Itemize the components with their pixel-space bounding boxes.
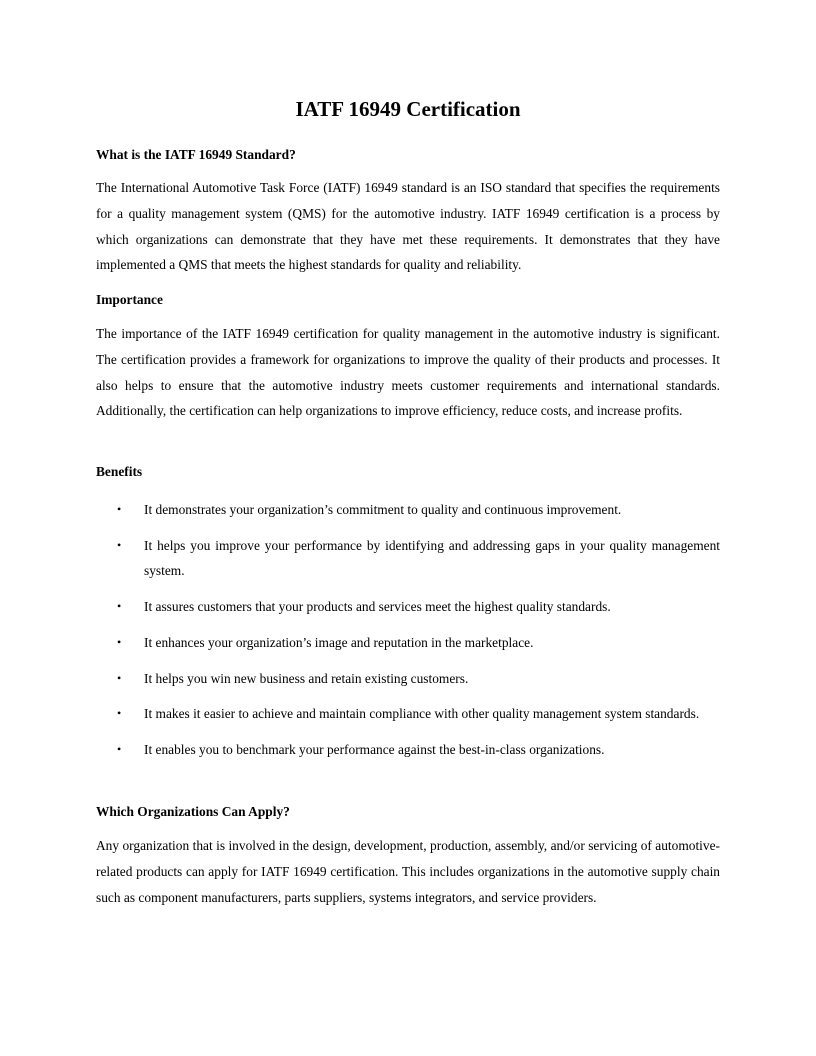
bullet-icon: • bbox=[117, 599, 122, 613]
list-item-text: It makes it easier to achieve and maintain compliance with other quality management system standards. bbox=[144, 706, 700, 722]
bullet-icon: • bbox=[117, 502, 122, 516]
list-item-text: It enhances your organization’s image and reputation in the marketplace. bbox=[144, 634, 534, 650]
list-item-text: It demonstrates your organization’s commitment to quality and continuous improvement. bbox=[144, 502, 622, 517]
list-item-text: It assures customers that your products and services meet the highest quality standards. bbox=[144, 599, 611, 614]
section-heading-benefits: Benefits bbox=[96, 464, 143, 479]
section-paragraph-importance: The importance of the IATF 16949 certification for quality management in the automotive industry is significant. The certification provides a framework for organizations to improve the quality of their products and processes. It also helps to ensure that the automotive industry meets customer requirements and international standards. Additionally, the certification can help organizations to improve efficiency, reduce costs, and increase profits. bbox=[96, 326, 720, 419]
list-item bbox=[96, 666, 720, 691]
bullet-icon: • bbox=[117, 742, 122, 757]
benefits-list bbox=[96, 497, 720, 773]
list-item bbox=[96, 630, 720, 655]
document-title: IATF 16949 Certification bbox=[295, 97, 521, 121]
list-item bbox=[96, 737, 720, 762]
bullet-icon: • bbox=[117, 706, 122, 721]
bullet-icon: • bbox=[117, 670, 122, 685]
section-paragraph-standard: The International Automotive Task Force (IATF) 16949 standard is an ISO standard that specifies the requirements for a quality management system (QMS) for the automotive industry. IATF 16949 certification is a process by which organizations can demonstrate that they have met these requirements. It demonstrates that they have implemented a QMS that meets the highest standards for quality and reliability. bbox=[96, 180, 720, 273]
list-item-text: It helps you win new business and retain existing customers. bbox=[144, 670, 469, 686]
list-item bbox=[96, 497, 720, 522]
list-item bbox=[96, 533, 720, 584]
list-item-text: It enables you to benchmark your performance against the best-in-class organizations. bbox=[144, 742, 605, 758]
list-item bbox=[96, 701, 720, 726]
list-item bbox=[96, 594, 720, 619]
bullet-icon: • bbox=[117, 634, 122, 649]
bullet-icon: • bbox=[117, 537, 122, 552]
section-heading-importance: Importance bbox=[96, 292, 163, 307]
section-paragraph-who-can-apply: Any organization that is involved in the design, development, production, assembly, and/or servicing of automotive-related products can apply for IATF 16949 certification. This includes organizations in the automotive supply chain such as component manufacturers, parts suppliers, systems integrators, and service providers. bbox=[96, 838, 720, 905]
list-item-text: It helps you improve your performance by identifying and addressing gaps in your quality management system. bbox=[144, 537, 720, 579]
section-heading-standard: What is the IATF 16949 Standard? bbox=[96, 147, 296, 162]
section-heading-who-can-apply: Which Organizations Can Apply? bbox=[96, 804, 290, 819]
